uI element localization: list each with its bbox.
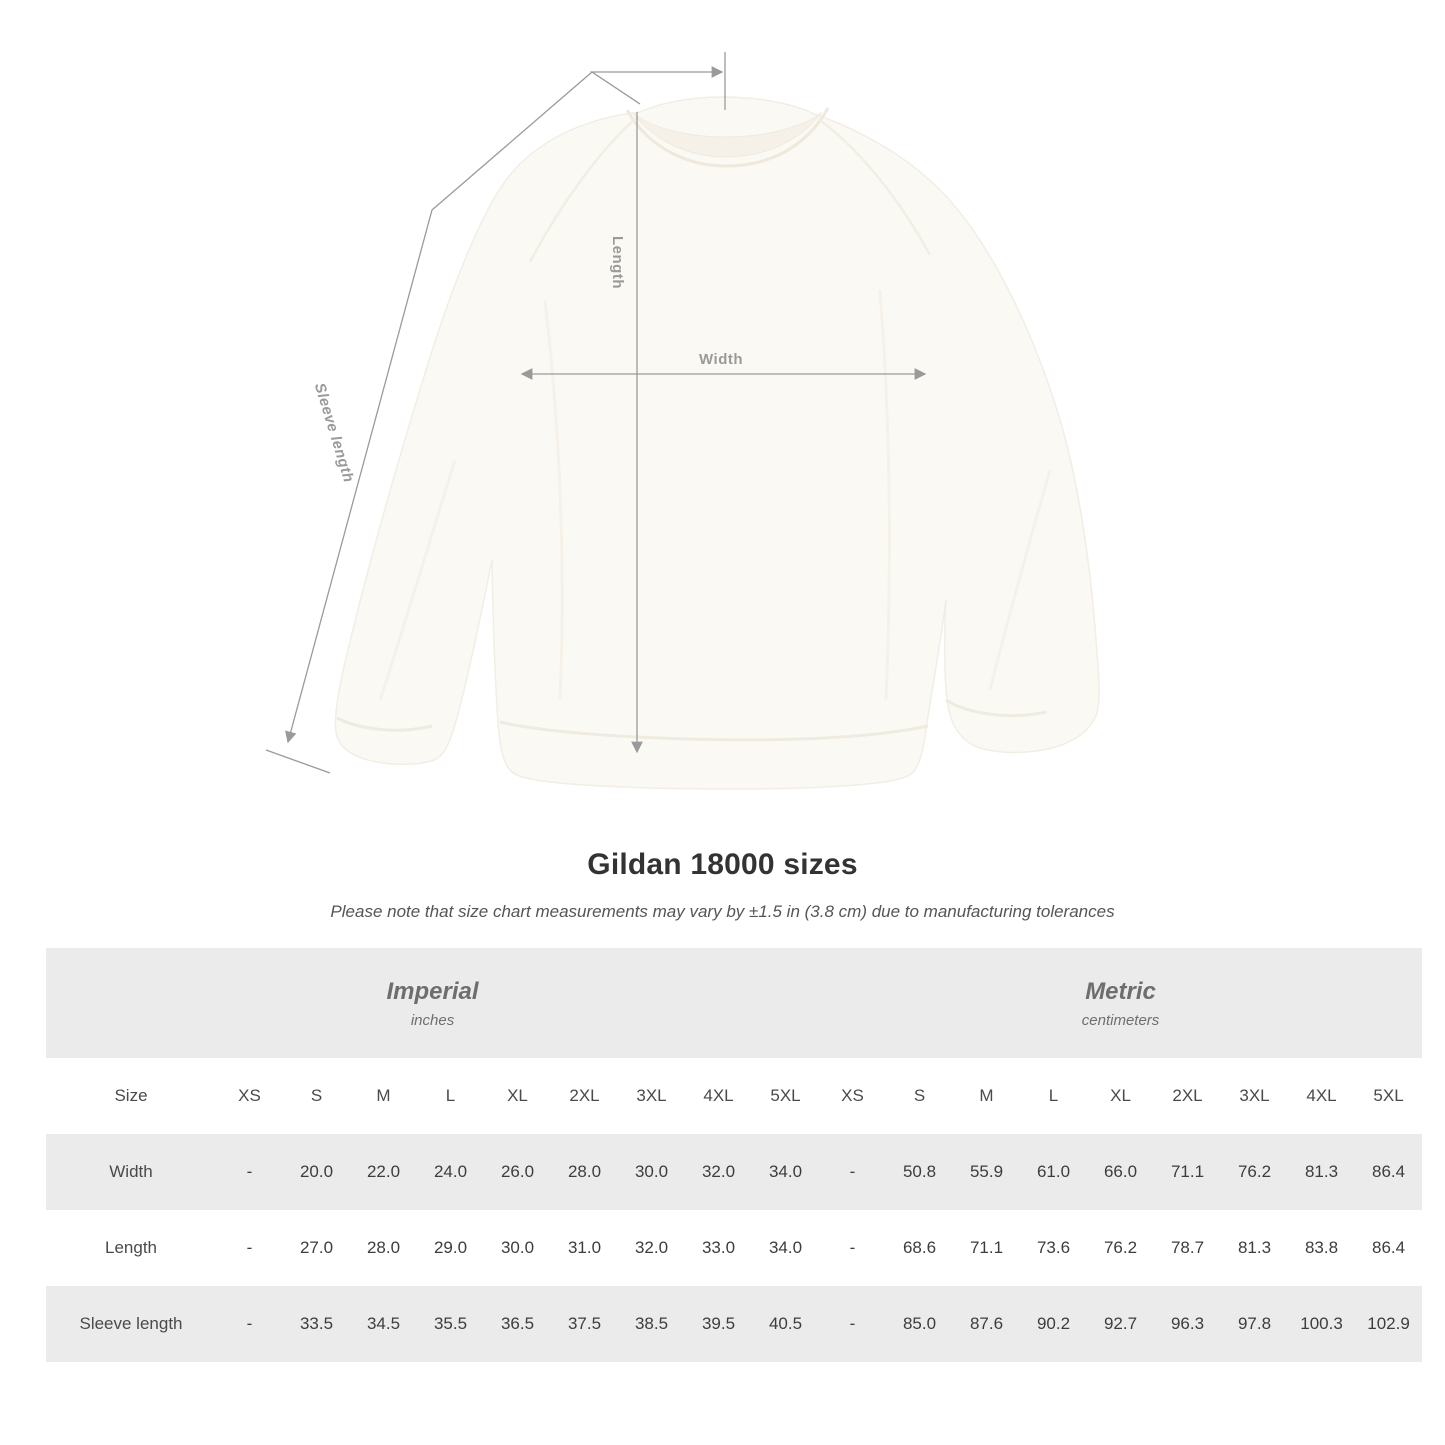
cell-length-12: 73.6 [1020, 1210, 1087, 1286]
size-col-3xl-imperial: 3XL [618, 1058, 685, 1134]
size-header-row [46, 1058, 1422, 1134]
cell-width-5: 28.0 [551, 1134, 618, 1210]
cell-width-15: 76.2 [1221, 1134, 1288, 1210]
length-dimension-label: Length [609, 236, 626, 289]
size-col-l-imperial: L [417, 1058, 484, 1134]
row-label-sleeve-length: Sleeve length [46, 1286, 216, 1362]
size-col-4xl-metric: 4XL [1288, 1058, 1355, 1134]
size-col-l-metric: L [1020, 1058, 1087, 1134]
cell-length-10: 68.6 [886, 1210, 953, 1286]
cell-length-17: 86.4 [1355, 1210, 1422, 1286]
cell-width-6: 30.0 [618, 1134, 685, 1210]
cell-width-17: 86.4 [1355, 1134, 1422, 1210]
size-col-2xl-metric: 2XL [1154, 1058, 1221, 1134]
sweatshirt-shape [336, 97, 1100, 789]
size-col-xs-imperial: XS [216, 1058, 283, 1134]
cell-width-8: 34.0 [752, 1134, 819, 1210]
size-table-wrapper [46, 948, 1410, 1362]
cell-sleeve-7: 39.5 [685, 1286, 752, 1362]
size-table [46, 948, 1422, 1362]
imperial-unit-header [46, 948, 819, 1058]
cell-sleeve-13: 92.7 [1087, 1286, 1154, 1362]
cell-width-12: 61.0 [1020, 1134, 1087, 1210]
cell-width-13: 66.0 [1087, 1134, 1154, 1210]
cell-length-7: 33.0 [685, 1210, 752, 1286]
cell-length-13: 76.2 [1087, 1210, 1154, 1286]
size-col-5xl-metric: 5XL [1355, 1058, 1422, 1134]
size-col-3xl-metric: 3XL [1221, 1058, 1288, 1134]
tolerance-note: Please note that size chart measurements may vary by ±1.5 in (3.8 cm) due to manufacturing tolerances [330, 902, 1115, 921]
cell-sleeve-1: 33.5 [283, 1286, 350, 1362]
size-col-xs-metric: XS [819, 1058, 886, 1134]
cell-width-7: 32.0 [685, 1134, 752, 1210]
row-label-width: Width [46, 1134, 216, 1210]
title-block [0, 848, 1445, 922]
unit-header-row [46, 948, 1422, 1058]
cell-sleeve-8: 40.5 [752, 1286, 819, 1362]
cell-length-0: - [216, 1210, 283, 1286]
size-col-4xl-imperial: 4XL [685, 1058, 752, 1134]
imperial-subtitle: inches [410, 1011, 455, 1029]
cell-sleeve-12: 90.2 [1020, 1286, 1087, 1362]
cell-sleeve-0: - [216, 1286, 283, 1362]
cell-length-1: 27.0 [283, 1210, 350, 1286]
cell-length-5: 31.0 [551, 1210, 618, 1286]
size-col-xl-metric: XL [1087, 1058, 1154, 1134]
size-header-label: Size [46, 1058, 216, 1134]
cell-sleeve-2: 34.5 [350, 1286, 417, 1362]
page-title: Gildan 18000 sizes [587, 848, 858, 881]
cell-sleeve-4: 36.5 [484, 1286, 551, 1362]
size-col-s-imperial: S [283, 1058, 350, 1134]
cell-width-2: 22.0 [350, 1134, 417, 1210]
cell-length-9: - [819, 1210, 886, 1286]
cell-length-16: 83.8 [1288, 1210, 1355, 1286]
cell-sleeve-14: 96.3 [1154, 1286, 1221, 1362]
cell-length-6: 32.0 [618, 1210, 685, 1286]
cell-length-3: 29.0 [417, 1210, 484, 1286]
width-dimension-label: Width [699, 351, 744, 368]
cell-width-1: 20.0 [283, 1134, 350, 1210]
row-label-length: Length [46, 1210, 216, 1286]
sleeve-length-dimension-label: Sleeve length [310, 381, 358, 485]
metric-title: Metric [1085, 977, 1156, 1005]
cell-width-11: 55.9 [953, 1134, 1020, 1210]
size-col-5xl-imperial: 5XL [752, 1058, 819, 1134]
cell-sleeve-6: 38.5 [618, 1286, 685, 1362]
cell-sleeve-17: 102.9 [1355, 1286, 1422, 1362]
cell-width-0: - [216, 1134, 283, 1210]
cell-length-8: 34.0 [752, 1210, 819, 1286]
cell-width-3: 24.0 [417, 1134, 484, 1210]
cell-width-14: 71.1 [1154, 1134, 1221, 1210]
cell-sleeve-11: 87.6 [953, 1286, 1020, 1362]
imperial-title: Imperial [386, 977, 479, 1005]
table-row-sleeve-length [46, 1286, 1422, 1362]
cell-sleeve-5: 37.5 [551, 1286, 618, 1362]
table-row-width [46, 1134, 1422, 1210]
cell-sleeve-3: 35.5 [417, 1286, 484, 1362]
metric-subtitle: centimeters [1081, 1011, 1160, 1029]
size-col-m-metric: M [953, 1058, 1020, 1134]
cell-width-4: 26.0 [484, 1134, 551, 1210]
cell-length-11: 71.1 [953, 1210, 1020, 1286]
cell-width-16: 81.3 [1288, 1134, 1355, 1210]
cell-sleeve-15: 97.8 [1221, 1286, 1288, 1362]
cell-length-4: 30.0 [484, 1210, 551, 1286]
cell-length-14: 78.7 [1154, 1210, 1221, 1286]
cell-width-10: 50.8 [886, 1134, 953, 1210]
cell-sleeve-9: - [819, 1286, 886, 1362]
table-row-length [46, 1210, 1422, 1286]
size-col-xl-imperial: XL [484, 1058, 551, 1134]
metric-unit-header [819, 948, 1422, 1058]
cell-sleeve-10: 85.0 [886, 1286, 953, 1362]
cell-length-2: 28.0 [350, 1210, 417, 1286]
size-col-s-metric: S [886, 1058, 953, 1134]
cell-width-9: - [819, 1134, 886, 1210]
cell-sleeve-16: 100.3 [1288, 1286, 1355, 1362]
cell-length-15: 81.3 [1221, 1210, 1288, 1286]
size-col-m-imperial: M [350, 1058, 417, 1134]
size-col-2xl-imperial: 2XL [551, 1058, 618, 1134]
